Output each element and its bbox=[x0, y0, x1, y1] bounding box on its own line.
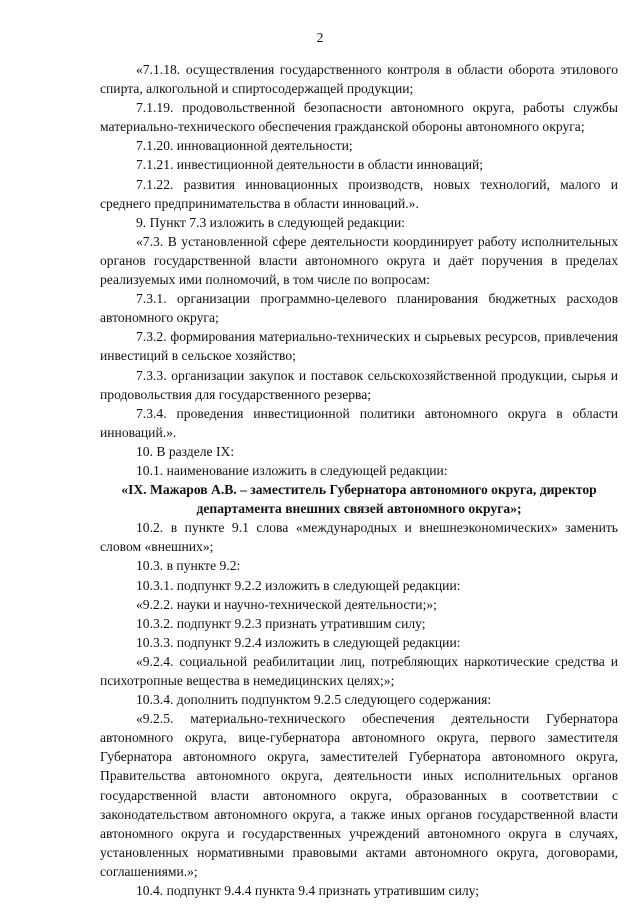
document-paragraph: «9.2.4. социальной реабилитации лиц, потребляющих наркотические средства и психотропные вещества в немедицинских целях;»; bbox=[100, 653, 618, 688]
document-paragraph: 10.3.4. дополнить подпунктом 9.2.5 следующего содержания: bbox=[136, 692, 492, 708]
page-number: 2 bbox=[316, 30, 324, 45]
document-paragraph: 10.3.2. подпункт 9.2.3 признать утратившим силу; bbox=[136, 615, 426, 631]
section-heading: «IX. Мажаров А.В. – заместитель Губернатора автономного округа, директор департамента внешних связей автономного округа»; bbox=[121, 482, 597, 517]
document-paragraph: «7.1.18. осуществления государственного контроля в области оборота этилового спирта, алкогольной и спиртосодержащей продукции; bbox=[100, 62, 618, 97]
document-paragraph: 10.4. подпункт 9.4.4 пункта 9.4 признать утратившим силу; bbox=[136, 883, 480, 899]
document-paragraph: 10.2. в пункте 9.1 слова «международных и внешнеэкономических» заменить словом «внешних»; bbox=[100, 520, 618, 555]
document-body bbox=[100, 60, 618, 900]
document-paragraph: 9. Пункт 7.3 изложить в следующей редакции: bbox=[136, 214, 406, 230]
document-paragraph: 7.1.21. инвестиционной деятельности в области инноваций; bbox=[136, 157, 484, 173]
document-paragraph: 7.1.22. развития инновационных производств, новых технологий, малого и среднего предпринимательства в области инноваций.». bbox=[100, 176, 618, 211]
document-paragraph: 10.3.3. подпункт 9.2.4 изложить в следующей редакции: bbox=[136, 634, 461, 650]
document-paragraph: 10.3. в пункте 9.2: bbox=[136, 558, 241, 574]
document-paragraph: «9.2.2. науки и научно-технической деятельности;»; bbox=[136, 596, 437, 612]
document-paragraph: 7.3.2. формирования материально-технических и сырьевых ресурсов, привлечения инвестиций в сельское хозяйство; bbox=[100, 329, 618, 364]
document-paragraph: «7.3. В установленной сфере деятельности координирует работу исполнительных органов государственной власти автономного округа и даёт поручения в пределах реализуемых ими полномочий, в том числе по вопросам: bbox=[100, 233, 618, 288]
document-paragraph: 7.1.20. инновационной деятельности; bbox=[136, 138, 353, 154]
document-paragraph: 7.3.3. организации закупок и поставок сельскохозяйственной продукции, сырья и продовольствия для государственного резерва; bbox=[100, 367, 618, 402]
document-paragraph: 10.1. наименование изложить в следующей редакции: bbox=[136, 462, 448, 478]
document-paragraph: 10.3.1. подпункт 9.2.2 изложить в следующей редакции: bbox=[136, 577, 461, 593]
document-paragraph: 10. В разделе IX: bbox=[136, 443, 235, 459]
document-paragraph: 7.1.19. продовольственной безопасности автономного округа, работы службы материально-технического обеспечения гражданской обороны автономного округа; bbox=[100, 100, 618, 135]
document-paragraph: «9.2.5. материально-технического обеспечения деятельности Губернатора автономного округа, вице-губернатора автономного округа, первого заместителя Губернатора автономного округа, заместителей Губернатора автономного округа, Правительства автономного округа, деятельности иных исполнительных органов государственной власти автономного округа, образованных в соответствии с законодательством автономного округа, а также иных органов государственной власти автономного округа и государственных учреждений автономного округа в случаях, установленных нормативными правовыми актами автономного округа, договорами, соглашениями.»; bbox=[100, 711, 618, 879]
document-paragraph: 7.3.1. организации программно-целевого планирования бюджетных расходов автономного округа; bbox=[100, 291, 618, 326]
document-paragraph: 7.3.4. проведения инвестиционной политики автономного округа в области инноваций.». bbox=[100, 405, 618, 440]
